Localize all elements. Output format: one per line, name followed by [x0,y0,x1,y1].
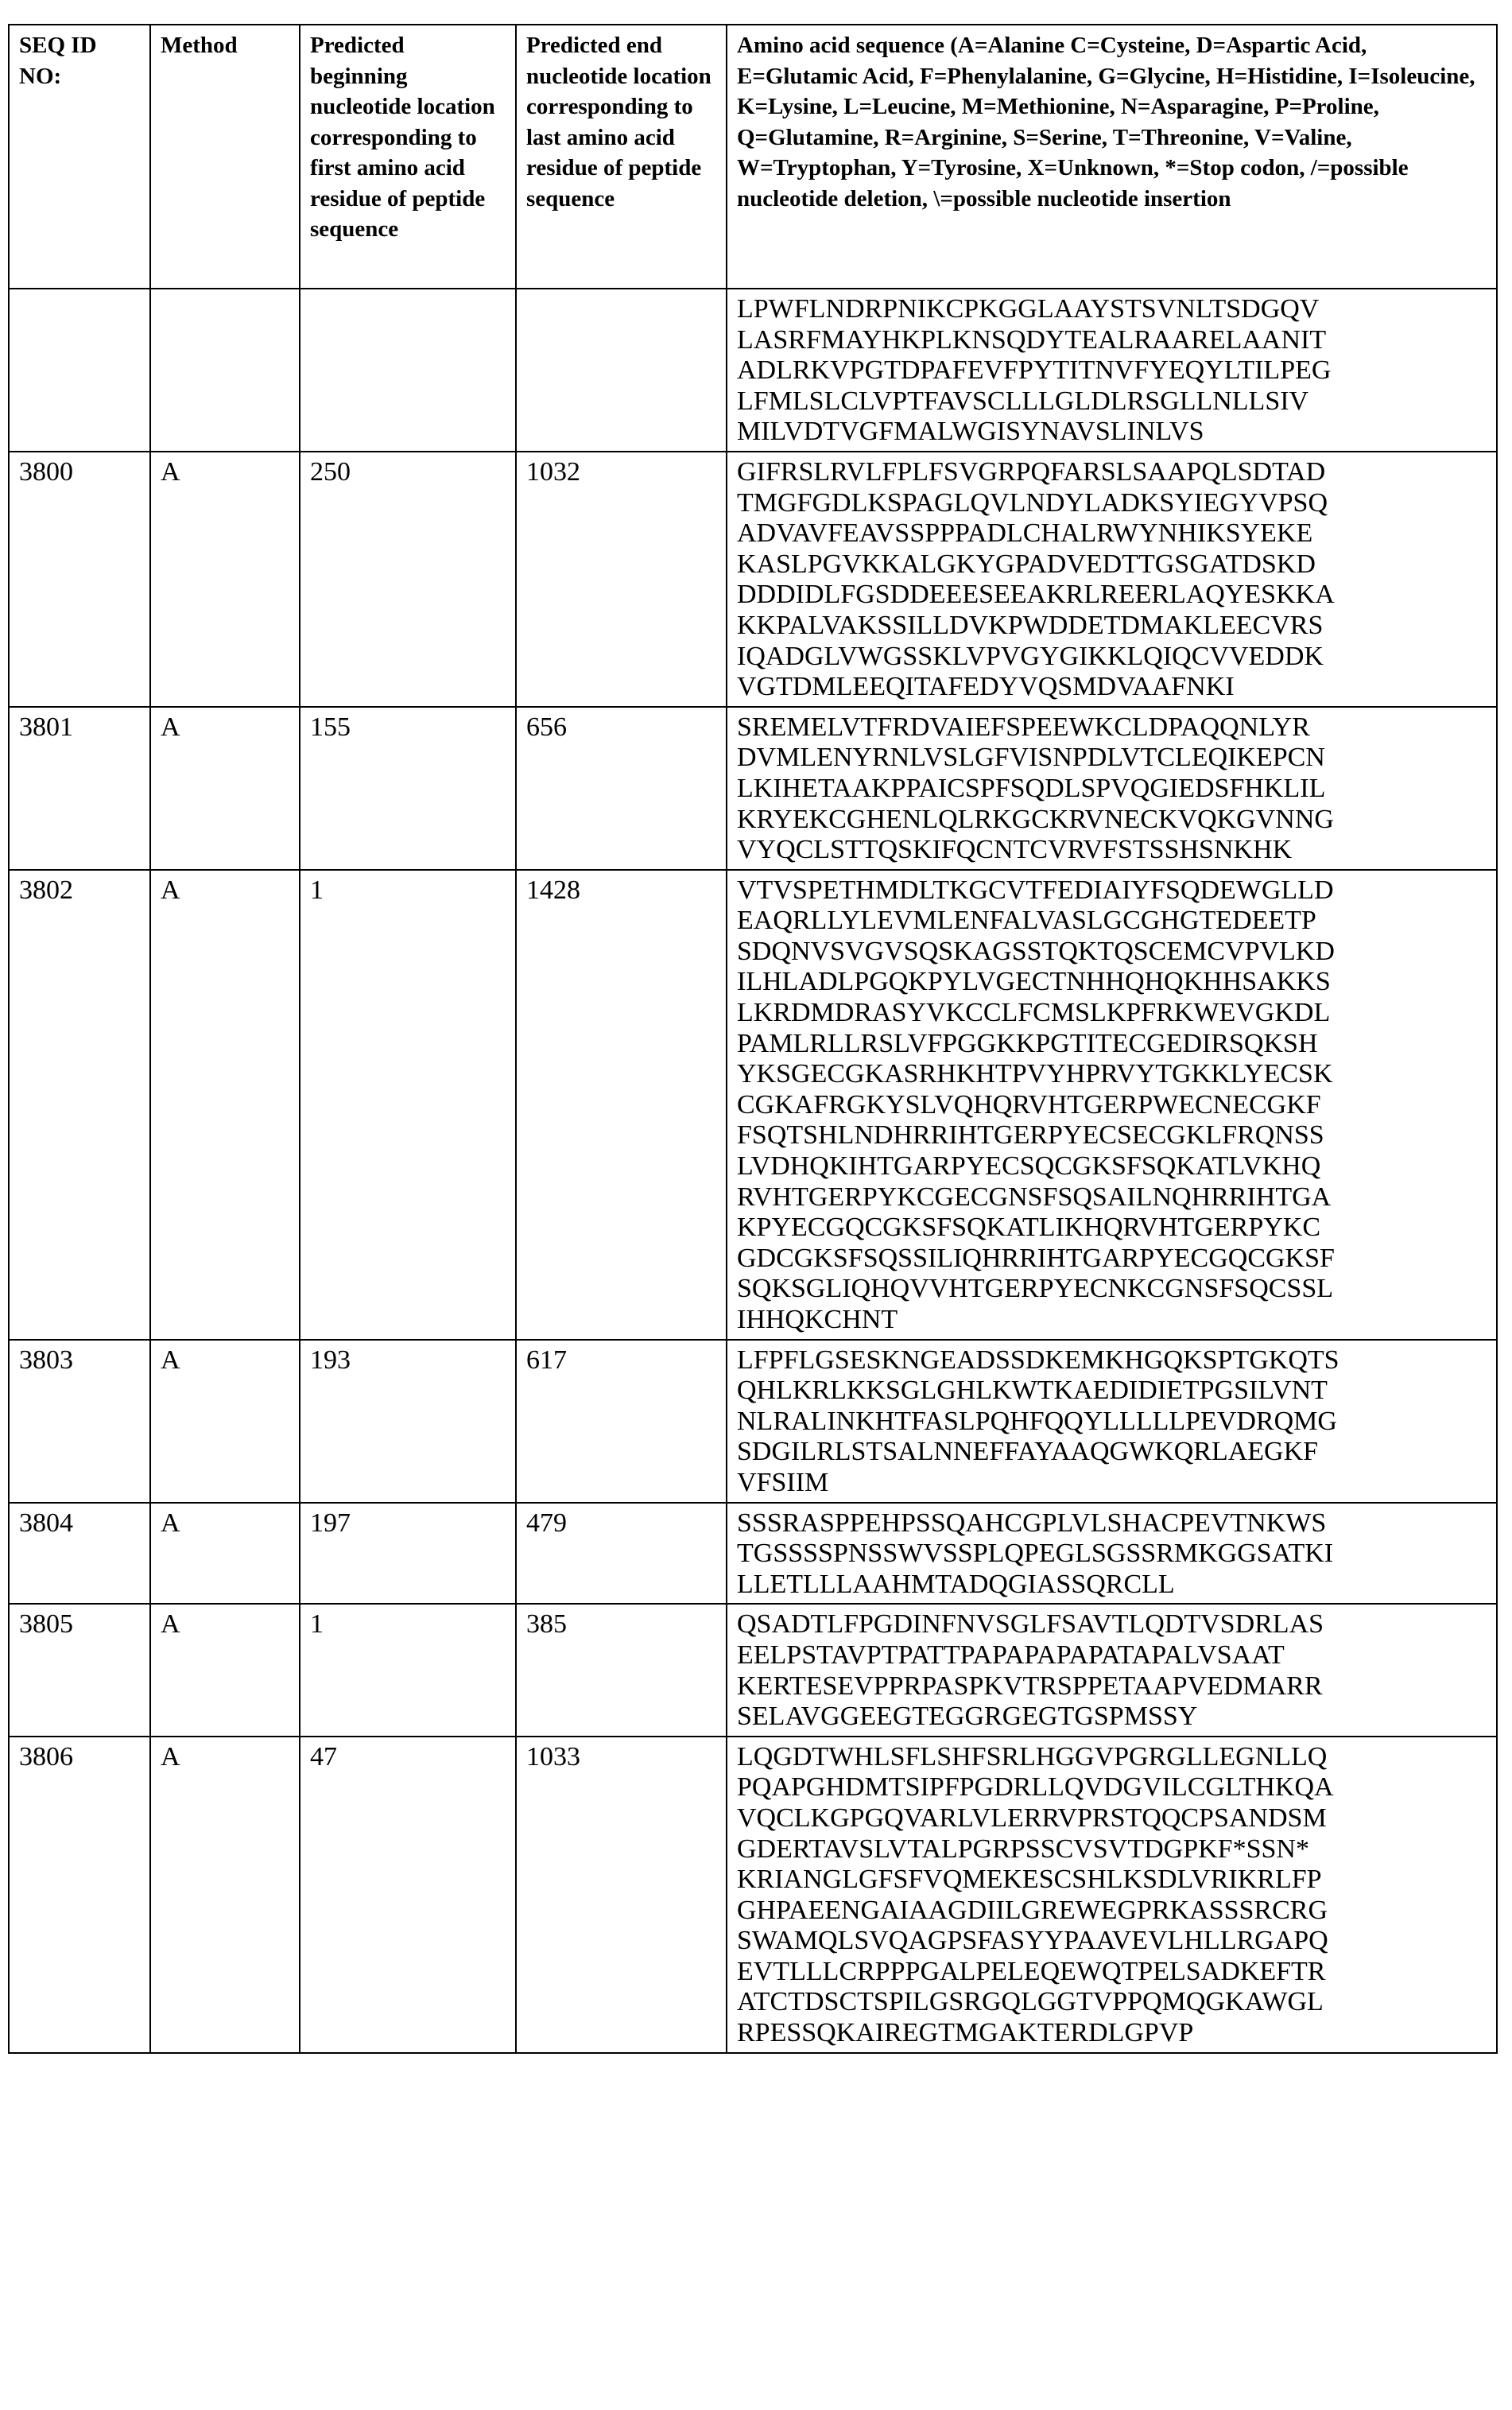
sequence-line: SDGILRLSTSALNNEFFAYAAQGWKQRLAEGKF [737,1437,1319,1467]
sequence-line: LASRFMAYHKPLKNSQDYTEALRAARELAANIT [737,324,1327,355]
table-row [9,870,1497,1340]
end-location-cell: 617 [516,1340,727,1503]
sequence-line: SELAVGGEEGTEGGRGEGTGSPMSSY [737,1702,1198,1732]
sequence-line: DVMLENYRNLVSLGFVISNPDLVTCLEQIKEPCN [737,743,1325,773]
sequence-line: SWAMQLSVQAGPSFASYYPAAVEVLHLLRGAPQ [737,1926,1328,1956]
sequence-line: VYQCLSTTQSKIFQCNTCVRVFSTSSHSNKHK [737,835,1293,865]
seq-id-cell: 3806 [9,1737,150,2053]
sequence-line: QHLKRLKKSGLGHLKWTKAEDIDIETPGSILVNT [737,1376,1328,1406]
sequence-cell [727,870,1497,1340]
begin-location-cell: 197 [300,1503,516,1605]
table-row [9,1604,1497,1736]
sequence-line: LQGDTWHLSFLSHFSRLHGGVPGRGLLEGNLLQ [737,1741,1328,1772]
table-row [9,1737,1497,2053]
sequence-line: QSADTLFPGDINFNVSGLFSAVTLQDTVSDRLAS [737,1609,1324,1640]
sequence-line: KPYECGQCGKSFSQKATLIKHQRVHTGERPYKC [737,1213,1321,1243]
sequence-cell [727,452,1497,707]
method-cell: A [150,1604,300,1736]
sequence-cell [727,289,1497,452]
begin-location-cell: 193 [300,1340,516,1503]
sequence-line: TMGFGDLKSPAGLQVLNDYLADKSYIEGYVPSQ [737,487,1328,518]
sequence-line: SQKSGLIQHQVVHTGERPYECNKCGNSFSQCSSL [737,1274,1334,1304]
table-header-row [9,25,1497,289]
seq-id-cell: 3801 [9,707,150,870]
sequence-line: RPESSQKAIREGTMGAKTERDLGPVP [737,2018,1194,2048]
table-row [9,707,1497,870]
sequence-line: GDERTAVSLVTALPGRPSSCVSVTDGPKF*SSN* [737,1834,1309,1864]
seq-id-cell: 3802 [9,870,150,1340]
end-location-cell [516,289,727,452]
end-location-cell: 1032 [516,452,727,707]
sequence-line: RVHTGERPYKCGECGNSFSQSAILNQHRRIHTGA [737,1182,1332,1212]
method-cell: A [150,707,300,870]
sequence-line: KASLPGVKKALGKYGPADVEDTTGSGATDSKD [737,549,1316,579]
sequence-line: ILHLADLPGQKPYLVGECTNHHQHQKHHSAKKS [737,967,1331,997]
sequence-line: IQADGLVWGSSKLVPVGYGIKKLQIQCVVEDDK [737,641,1324,671]
sequence-line: IHHQKCHNT [737,1305,898,1334]
method-cell: A [150,1737,300,2053]
header-end-location: Predicted end nucleotide location corresponding to last amino acid residue of peptide sequence [516,25,727,289]
sequence-line: ATCTDSCTSPILGSRGQLGGTVPPQMQGKAWGL [737,1987,1324,2017]
sequence-line: LKIHETAAKPPAICSPFSQDLSPVQGIEDSFHKLIL [737,773,1326,803]
sequence-cell [727,707,1497,870]
method-cell: A [150,1503,300,1605]
sequence-line: KRYEKCGHENLQLRKGCKRVNECKVQKGVNNG [737,804,1334,834]
sequence-line: LFMLSLCLVPTFAVSCLLLGLDLRSGLLNLLSIV [737,386,1309,416]
sequence-line: LLETLLLAAHMTADQGIASSQRCLL [737,1569,1175,1599]
sequence-cell [727,1737,1497,2053]
begin-location-cell [300,289,516,452]
sequence-line: FSQTSHLNDHRRIHTGERPYECSECGKLFRQNSS [737,1120,1324,1151]
sequence-line: KKPALVAKSSILLDVKPWDDETDMAKLEECVRS [737,610,1324,640]
header-seq-id: SEQ ID NO: [9,25,150,289]
method-cell [150,289,300,452]
sequence-line: EVTLLLCRPPPGALPELEQEWQTPELSADKEFTR [737,1956,1326,1986]
sequence-table [8,24,1498,2054]
sequence-line: DDDIDLFGSDDEEESEEAKRLREERLAQYESKKA [737,580,1335,610]
sequence-cell [727,1503,1497,1605]
sequence-line: SSSRASPPEHPSSQAHCGPLVLSHACPEVTNKWS [737,1508,1327,1538]
end-location-cell: 385 [516,1604,727,1736]
sequence-cell [727,1604,1497,1736]
sequence-line: VFSIIM [737,1467,829,1497]
begin-location-cell: 47 [300,1737,516,2053]
sequence-line: KERTESEVPPRPASPKVTRSPPETAAPVEDMARR [737,1671,1323,1701]
table-row [9,1340,1497,1503]
table-row [9,1503,1497,1605]
header-method: Method [150,25,300,289]
sequence-line: ADLRKVPGTDPAFEVFPYTITNVFYEQYLTILPEG [737,355,1332,386]
seq-id-cell [9,289,150,452]
begin-location-cell: 1 [300,1604,516,1736]
sequence-line: MILVDTVGFMALWGISYNAVSLINLVS [737,417,1204,447]
seq-id-cell: 3804 [9,1503,150,1605]
end-location-cell: 1033 [516,1737,727,2053]
end-location-cell: 479 [516,1503,727,1605]
sequence-line: KRIANGLGFSFVQMEKESCSHLKSDLVRIKRLFP [737,1865,1322,1895]
sequence-line: VQCLKGPGQVARLVLERRVPRSTQQCPSANDSM [737,1803,1327,1833]
end-location-cell: 1428 [516,870,727,1340]
method-cell: A [150,870,300,1340]
header-amino-acid-sequence: Amino acid sequence (A=Alanine C=Cysteine, D=Aspartic Acid, E=Glutamic Acid, F=Phenylalanine, G=Glycine, H=Histidine, I=Isoleucine, K=Lysine, L=Leucine, M=Methionine, N=Asparagine, P=Proline, Q=Glutamine, R=Arginine, S=Serine, T=Threonine, V=Valine, W=Tryptophan, Y=Tyrosine, X=Unknown, *=Stop codon, /=possible nucleotide deletion, \=possible nucleotide insertion [727,25,1497,289]
sequence-line: GHPAEENGAIAAGDIILGREWEGPRKASSSRCRG [737,1895,1328,1925]
begin-location-cell: 1 [300,870,516,1340]
sequence-line: VTVSPETHMDLTKGCVTFEDIAIYFSQDEWGLLD [737,875,1334,905]
begin-location-cell: 155 [300,707,516,870]
sequence-line: NLRALINKHTFASLPQHFQQYLLLLLPEVDRQMG [737,1406,1337,1436]
sequence-line: YKSGECGKASRHKHTPVYHPRVYTGKKLYECSK [737,1059,1333,1089]
sequence-line: LVDHQKIHTGARPYECSQCGKSFSQKATLVKHQ [737,1151,1321,1182]
sequence-line: SREMELVTFRDVAIEFSPEEWKCLDPAQQNLYR [737,712,1310,742]
seq-id-cell: 3800 [9,452,150,707]
sequence-line: ADVAVFEAVSSPPPADLCHALRWYNHIKSYEKE [737,518,1313,549]
header-begin-location: Predicted beginning nucleotide location corresponding to first amino acid residue of peptide sequence [300,25,516,289]
begin-location-cell: 250 [300,452,516,707]
sequence-line: PQAPGHDMTSIPFPGDRLLQVDGVILCGLTHKQA [737,1772,1334,1803]
seq-id-cell: 3803 [9,1340,150,1503]
sequence-line: EELPSTAVPTPATTPAPAPAPAPATAPALVSAAT [737,1640,1285,1670]
seq-id-cell: 3805 [9,1604,150,1736]
sequence-line: LFPFLGSESKNGEADSSDKEMKHGQKSPTGKQTS [737,1345,1339,1375]
sequence-line: VGTDMLEEQITAFEDYVQSMDVAAFNKI [737,672,1235,702]
sequence-line: LKRDMDRASYVKCCLFCMSLKPFRKWEVGKDL [737,998,1331,1028]
table-row [9,452,1497,707]
end-location-cell: 656 [516,707,727,870]
method-cell: A [150,1340,300,1503]
method-cell: A [150,452,300,707]
table-row [9,289,1497,452]
sequence-line: GIFRSLRVLFPLFSVGRPQFARSLSAAPQLSDTAD [737,456,1326,487]
sequence-cell [727,1340,1497,1503]
sequence-line: PAMLRLLRSLVFPGGKKPGTITECGEDIRSQKSH [737,1028,1318,1058]
sequence-line: LPWFLNDRPNIKCPKGGLAAYSTSVNLTSDGQV [737,294,1320,324]
sequence-line: SDQNVSVGVSQSKAGSSTQKTQSCEMCVPVLKD [737,936,1335,966]
sequence-line: GDCGKSFSQSSILIQHRRIHTGARPYECGQCGKSF [737,1243,1335,1273]
sequence-line: TGSSSSPNSSWVSSPLQPEGLSGSSRMKGGSATKI [737,1539,1334,1569]
sequence-line: CGKAFRGKYSLVQHQRVHTGERPWECNECGKF [737,1089,1321,1120]
sequence-line: EAQRLLYLEVMLENFALVASLGCGHGTEDEETP [737,906,1316,936]
